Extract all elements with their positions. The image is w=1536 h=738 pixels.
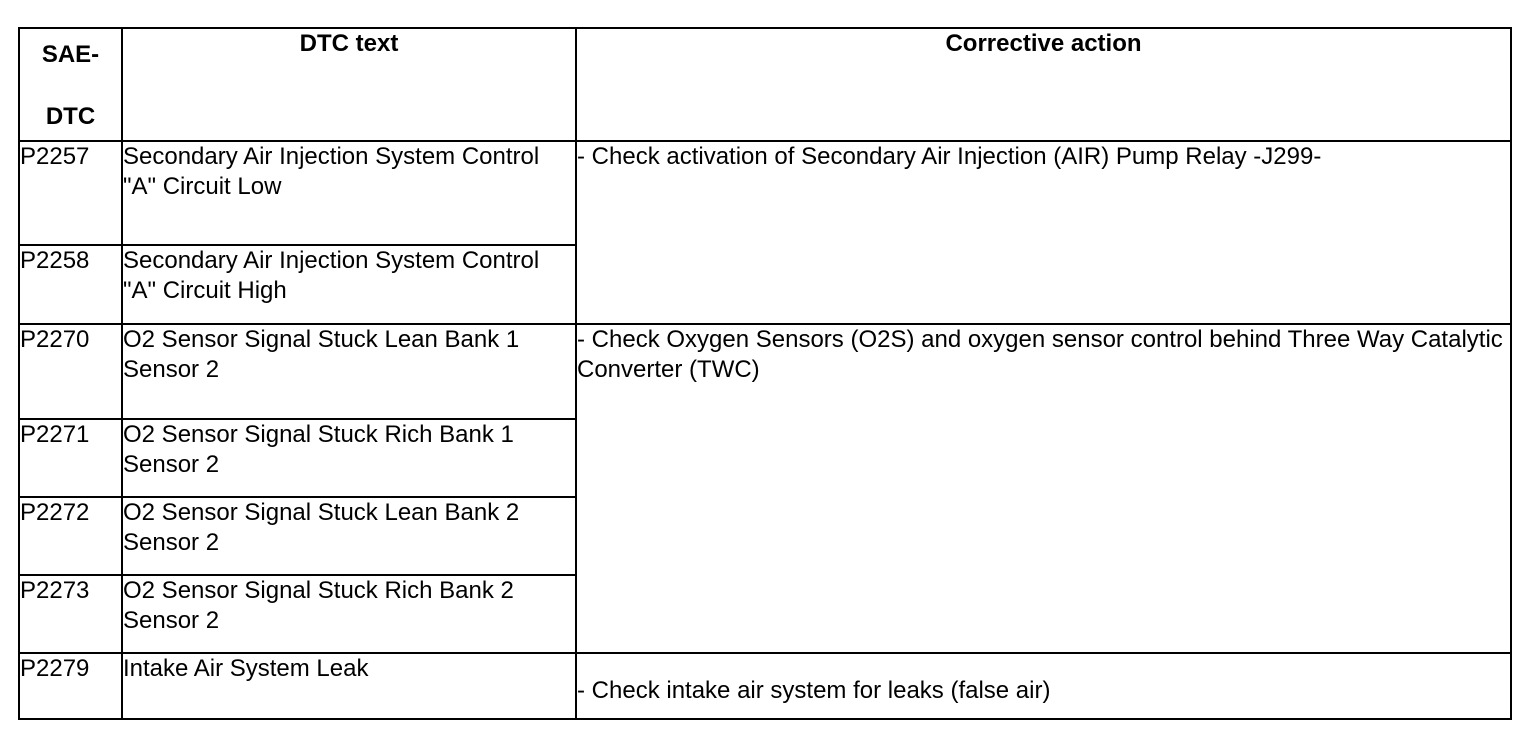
- dtc-code: P2272: [19, 497, 122, 575]
- dtc-text: O2 Sensor Signal Stuck Rich Bank 2 Sensor 2: [122, 575, 576, 653]
- dtc-table: [18, 27, 1512, 720]
- dtc-code: P2273: [19, 575, 122, 653]
- corrective-action: - Check intake air system for leaks (false air): [576, 653, 1511, 719]
- dtc-text: O2 Sensor Signal Stuck Lean Bank 1 Sensor 2: [122, 324, 576, 419]
- header-sae-dtc-line2: DTC: [45, 103, 96, 130]
- header-dtc-text: DTC text: [122, 28, 576, 141]
- dtc-text: Intake Air System Leak: [122, 653, 576, 719]
- dtc-code: P2257: [19, 141, 122, 245]
- dtc-text: O2 Sensor Signal Stuck Lean Bank 2 Sensor 2: [122, 497, 576, 575]
- dtc-text: Secondary Air Injection System Control "A" Circuit Low: [122, 141, 576, 245]
- dtc-code: P2258: [19, 245, 122, 324]
- table-row: [19, 141, 1511, 245]
- corrective-action: - Check activation of Secondary Air Injection (AIR) Pump Relay -J299-: [576, 141, 1511, 324]
- dtc-text: O2 Sensor Signal Stuck Rich Bank 1 Sensor 2: [122, 419, 576, 497]
- header-row: [19, 28, 1511, 141]
- header-corrective-action: Corrective action: [576, 28, 1511, 141]
- dtc-code: P2270: [19, 324, 122, 419]
- header-sae-dtc-line1: SAE-: [41, 41, 100, 68]
- dtc-code: P2279: [19, 653, 122, 719]
- header-sae-dtc: [19, 28, 122, 141]
- dtc-text: Secondary Air Injection System Control "A" Circuit High: [122, 245, 576, 324]
- corrective-action: - Check Oxygen Sensors (O2S) and oxygen sensor control behind Three Way Catalytic Converter (TWC): [576, 324, 1511, 653]
- table-row: [19, 653, 1511, 719]
- table-row: [19, 324, 1511, 419]
- dtc-code: P2271: [19, 419, 122, 497]
